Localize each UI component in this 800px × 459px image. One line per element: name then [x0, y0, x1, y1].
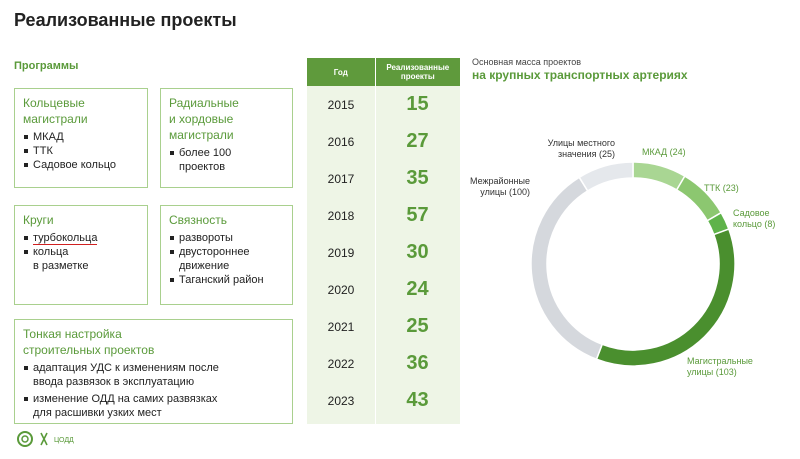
slice-arterial-streets: [596, 229, 735, 366]
count-cell: 25: [406, 315, 429, 337]
label-garden-ring: Садовое кольцо (8): [733, 208, 776, 229]
year-cell: 2015: [327, 97, 355, 112]
page-title: Реализованные проекты: [14, 10, 237, 30]
card-title: Круги: [23, 213, 54, 227]
programs-label: Программы: [14, 60, 79, 72]
label-interdistrict-streets: Межрайонные улицы (100): [470, 176, 530, 197]
card-title: Радиальные и хордовые магистрали: [169, 96, 239, 142]
list-item: кольца в разметке: [23, 245, 139, 273]
label-local-streets: Улицы местного значения (25): [547, 138, 615, 159]
label-mkad: МКАД (24): [642, 147, 686, 157]
count-cell: 15: [406, 93, 429, 115]
label-ttk: ТТК (23): [704, 183, 739, 193]
logo-text: ЦОДД: [54, 437, 74, 444]
year-cell: 2021: [327, 319, 355, 334]
list-item: адаптация УДС к изменениям после ввода развязок в эксплуатацию: [23, 361, 284, 389]
list-item: Садовое кольцо: [23, 158, 139, 172]
slice-interdistrict-streets: [531, 177, 602, 359]
slice-mkad: [633, 162, 685, 190]
card-title: Тонкая настройка строительных проектов: [23, 327, 155, 357]
count-cell: 27: [406, 130, 429, 152]
year-cell: 2022: [327, 356, 355, 371]
count-cell: 57: [406, 204, 429, 226]
label-arterial-streets: Магистральные улицы (103): [687, 356, 753, 377]
slice-local-streets: [579, 162, 633, 191]
list-item: Таганский район: [169, 273, 284, 287]
card-title: Кольцевые магистрали: [23, 96, 88, 126]
count-cell: 36: [406, 352, 429, 374]
year-cell: 2019: [327, 245, 355, 260]
count-cell: 30: [406, 241, 429, 263]
year-cell: 2023: [327, 393, 355, 408]
list-item: более 100 проектов: [169, 146, 284, 174]
chart-title: на крупных транспортных артериях: [472, 68, 688, 82]
count-cell: 35: [406, 167, 429, 189]
count-cell: 43: [406, 389, 429, 411]
year-cell: 2020: [327, 282, 355, 297]
list-item-text: турбокольца: [33, 232, 98, 244]
codd-logo-icon: [14, 428, 84, 450]
chart-subtitle: Основная масса проектов: [472, 57, 582, 67]
list-item: развороты: [169, 231, 284, 245]
list-item: двустороннее движение: [169, 245, 284, 273]
count-cell: 24: [406, 278, 429, 300]
header-count: Реализованные проекты: [375, 58, 460, 86]
year-cell: 2016: [327, 134, 355, 149]
year-cell: 2018: [327, 208, 355, 223]
list-item: ТТК: [23, 144, 139, 158]
list-item: МКАД: [23, 130, 139, 144]
year-cell: 2017: [327, 171, 355, 186]
list-item: изменение ОДД на самих развязках для расшивки узких мест: [23, 392, 284, 420]
header-year: Год: [333, 67, 348, 77]
card-title: Связность: [169, 213, 227, 227]
